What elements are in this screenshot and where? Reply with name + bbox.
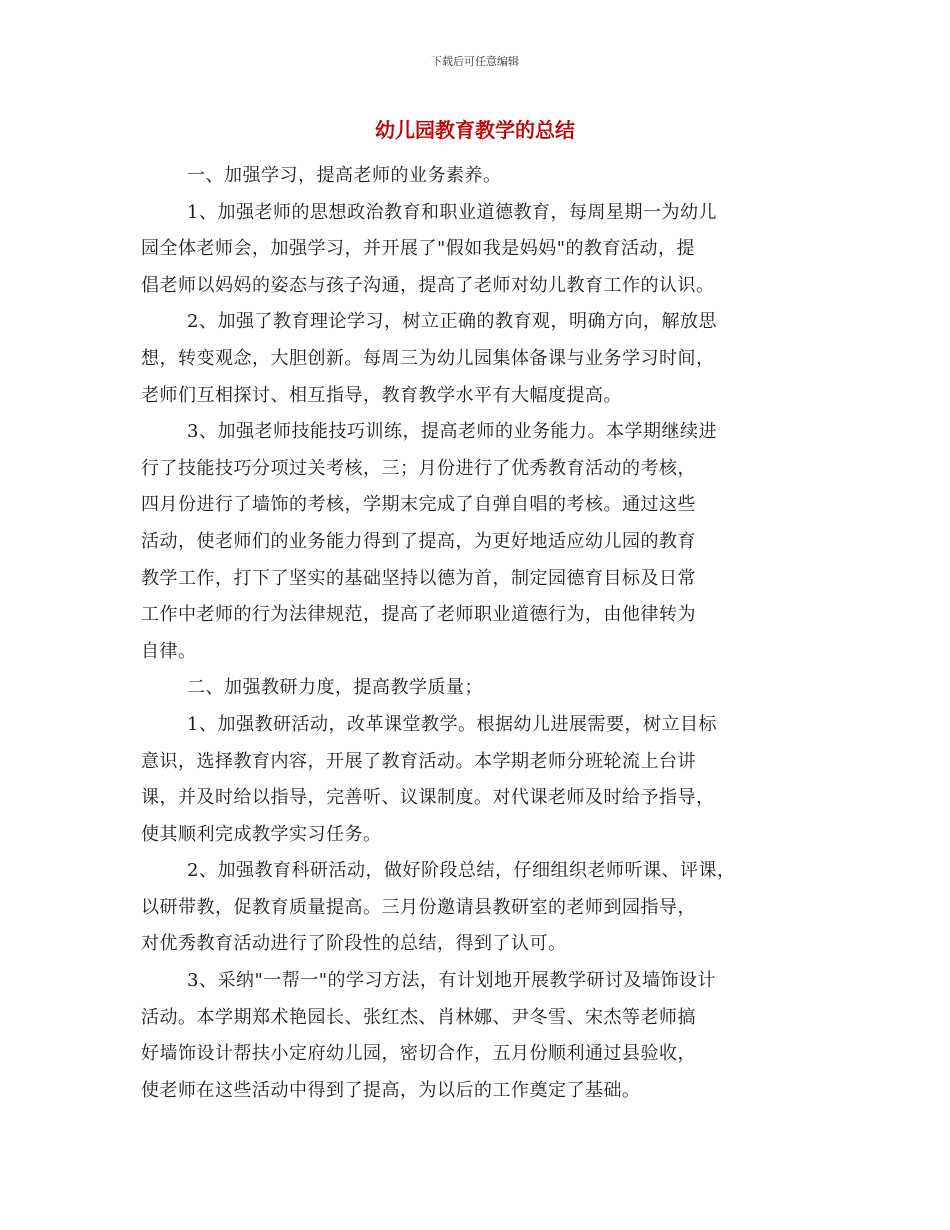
text-line: 想，转变观念，大胆创新。每周三为幼儿园集体备课与业务学习时间， xyxy=(141,347,715,369)
text-line: 教学工作，打下了坚实的基础坚持以德为首，制定园德育目标及日常 xyxy=(141,567,696,589)
document-body xyxy=(141,158,816,1109)
text-line: 1、加强教研活动，改革课堂教学。根据幼儿进展需要，树立目标 xyxy=(187,713,717,735)
text-line: 2、加强了教育理论学习，树立正确的教育观，明确方向，解放思 xyxy=(187,311,717,333)
text-line: 园全体老师会，加强学习，并开展了"假如我是妈妈"的教育活动，提 xyxy=(141,238,696,260)
text-line: 好墙饰设计帮扶小定府幼儿园，密切合作，五月份顺利通过县验收， xyxy=(141,1043,696,1065)
text-line: 工作中老师的行为法律规范，提高了老师职业道德行为，由他律转为 xyxy=(141,604,696,626)
text-line: 1、加强老师的思想政治教育和职业道德教育，每周星期一为幼儿 xyxy=(187,201,717,223)
text-line: 使其顺利完成教学实习任务。 xyxy=(141,823,382,845)
document-title: 幼儿园教育教学的总结 xyxy=(375,118,575,142)
text-line: 使老师在这些活动中得到了提高，为以后的工作奠定了基础。 xyxy=(141,1079,641,1101)
text-line: 意识，选择教育内容，开展了教育活动。本学期老师分班轮流上台讲 xyxy=(141,750,696,772)
text-line: 行了技能技巧分项过关考核，三；月份进行了优秀教育活动的考核， xyxy=(141,457,696,479)
text-line: 自律。 xyxy=(141,640,197,662)
text-line: 二、加强教研力度，提高教学质量； xyxy=(187,677,483,699)
text-line: 倡老师以妈妈的姿态与孩子沟通，提高了老师对幼儿教育工作的认识。 xyxy=(141,274,715,296)
text-line: 课，并及时给以指导，完善听、议课制度。对代课老师及时给予指导， xyxy=(141,787,715,809)
header-note: 下载后可任意编辑 xyxy=(431,55,519,68)
text-line: 对优秀教育活动进行了阶段性的总结，得到了认可。 xyxy=(141,933,567,955)
text-line: 活动，使老师们的业务能力得到了提高，为更好地适应幼儿园的教育 xyxy=(141,530,696,552)
text-line: 四月份进行了墙饰的考核，学期末完成了自弹自唱的考核。通过这些 xyxy=(141,494,696,516)
text-line: 3、加强老师技能技巧训练，提高老师的业务能力。本学期继续进 xyxy=(187,421,717,443)
text-line: 活动。本学期郑术艳园长、张红杰、肖林娜、尹冬雪、宋杰等老师搞 xyxy=(141,1006,696,1028)
text-line: 一、加强学习，提高老师的业务素养。 xyxy=(187,165,502,186)
text-line: 2、加强教育科研活动，做好阶段总结，仔细组织老师听课、评课， xyxy=(187,860,736,882)
text-line: 3、采纳"一帮一"的学习方法，有计划地开展教学研讨及墙饰设计 xyxy=(187,970,717,992)
text-line: 以研带教，促教育质量提高。三月份邀请县教研室的老师到园指导， xyxy=(141,896,696,918)
text-line: 老师们互相探讨、相互指导，教育教学水平有大幅度提高。 xyxy=(141,384,622,406)
